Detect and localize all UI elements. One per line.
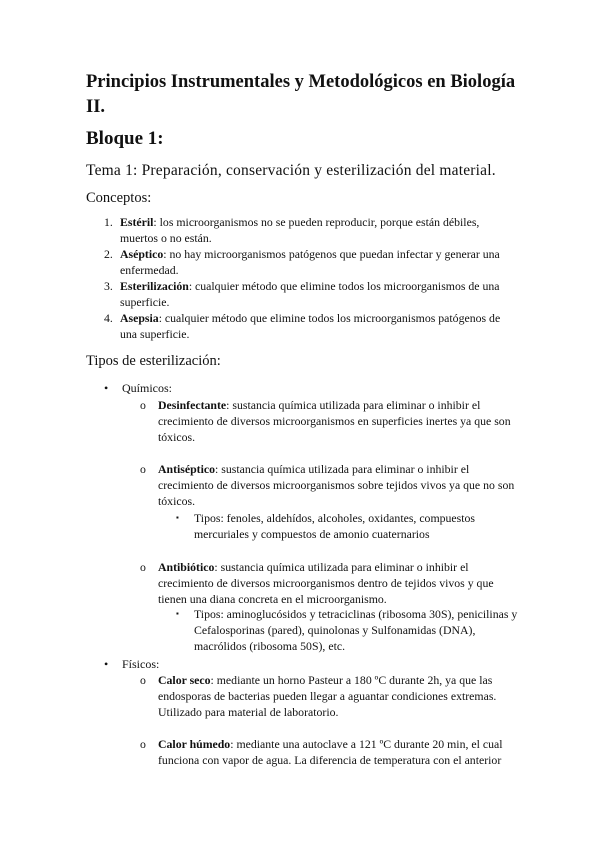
item-definition: : sustancia química utilizada para eliminar o inhibir el crecimiento de diversos microorganismos sobre tejidos vivos ya que no son tóxicos. <box>158 462 515 508</box>
concept-definition: : no hay microorganismos patógenos que puedan infectar y generar una enfermedad. <box>120 247 500 277</box>
item-definition: : mediante una autoclave a 121 ºC durante 20 min, el cual funciona con vapor de agua. La diferencia de temperatura con el anterior <box>158 737 503 767</box>
circle-bullet-icon: o <box>140 560 146 574</box>
item-term: Desinfectante <box>158 398 227 412</box>
block-heading: Bloque 1: <box>86 128 164 149</box>
chemical-item-antiseptic <box>140 461 520 509</box>
concept-term: Aséptico <box>120 247 164 261</box>
concept-term: Asepsia <box>120 311 159 325</box>
item-term: Antibiótico <box>158 560 215 574</box>
concept-number: 3. <box>104 279 113 293</box>
physical-item-moist-heat <box>140 736 520 768</box>
concept-item <box>86 278 516 310</box>
concept-definition: : cualquier método que elimine todos los microorganismos patógenos de una superficie. <box>120 311 501 341</box>
concept-term: Esterilización <box>120 279 189 293</box>
antibiotic-types-text: Tipos: aminoglucósidos y tetraciclinas (ribosoma 30S), penicilinas y Cefalosporinas (pared), quinolonas y Sulfonamidas (DNA), macrólidos (ribosoma 50S), etc. <box>194 607 518 653</box>
concept-item <box>86 214 516 246</box>
square-bullet-icon: ▪ <box>176 609 179 618</box>
item-term: Calor húmedo <box>158 737 231 751</box>
topic-heading: Tema 1: Preparación, conservación y esterilización del material. <box>86 162 496 179</box>
concept-number: 4. <box>104 311 113 325</box>
concept-item <box>86 246 516 278</box>
item-term: Antiséptico <box>158 462 216 476</box>
circle-bullet-icon: o <box>140 462 146 476</box>
concept-number: 2. <box>104 247 113 261</box>
sterilization-types-label: Tipos de esterilización: <box>86 353 221 369</box>
item-definition: : sustancia química utilizada para eliminar o inhibir el crecimiento de diversos microorganismos en superficies inertes ya que son tóxicos. <box>158 398 511 444</box>
bullet-icon: • <box>104 657 109 671</box>
antiseptic-types <box>176 510 520 542</box>
bullet-icon: • <box>104 381 109 395</box>
physical-item-dry-heat <box>140 672 520 720</box>
circle-bullet-icon: o <box>140 398 146 412</box>
concept-definition: : cualquier método que elimine todos los microorganismos de una superficie. <box>120 279 500 309</box>
square-bullet-icon: ▪ <box>176 513 179 522</box>
document-title: Principios Instrumentales y Metodológicos en Biología II. <box>86 72 516 117</box>
item-term: Calor seco <box>158 673 211 687</box>
circle-bullet-icon: o <box>140 737 146 751</box>
concepts-label: Conceptos: <box>86 190 152 206</box>
antibiotic-types <box>176 606 520 654</box>
concept-item <box>86 310 516 342</box>
physical-label: Físicos: <box>122 657 160 671</box>
item-definition: : sustancia química utilizada para eliminar o inhibir el crecimiento de diversos microorganismos dentro de tejidos vivos y que tienen una diana concreta en el microorganismo. <box>158 560 494 606</box>
concept-number: 1. <box>104 215 113 229</box>
concepts-list <box>86 214 516 342</box>
concept-term: Estéril <box>120 215 154 229</box>
chemical-label: Químicos: <box>122 381 172 395</box>
item-definition: : mediante un horno Pasteur a 180 ºC durante 2h, ya que las endosporas de bacterias pueden llegar a aguantar condiciones extremas. Utilizado para material de laboratorio. <box>158 673 497 719</box>
antiseptic-types-text: Tipos: fenoles, aldehídos, alcoholes, oxidantes, compuestos mercuriales y compuestos de amonio cuaternarios <box>194 511 476 541</box>
circle-bullet-icon: o <box>140 673 146 687</box>
chemical-item-disinfectant <box>140 397 520 445</box>
chemical-item-antibiotic <box>140 559 520 607</box>
concept-definition: : los microorganismos no se pueden reproducir, porque están débiles, muertos o no están. <box>120 215 480 245</box>
